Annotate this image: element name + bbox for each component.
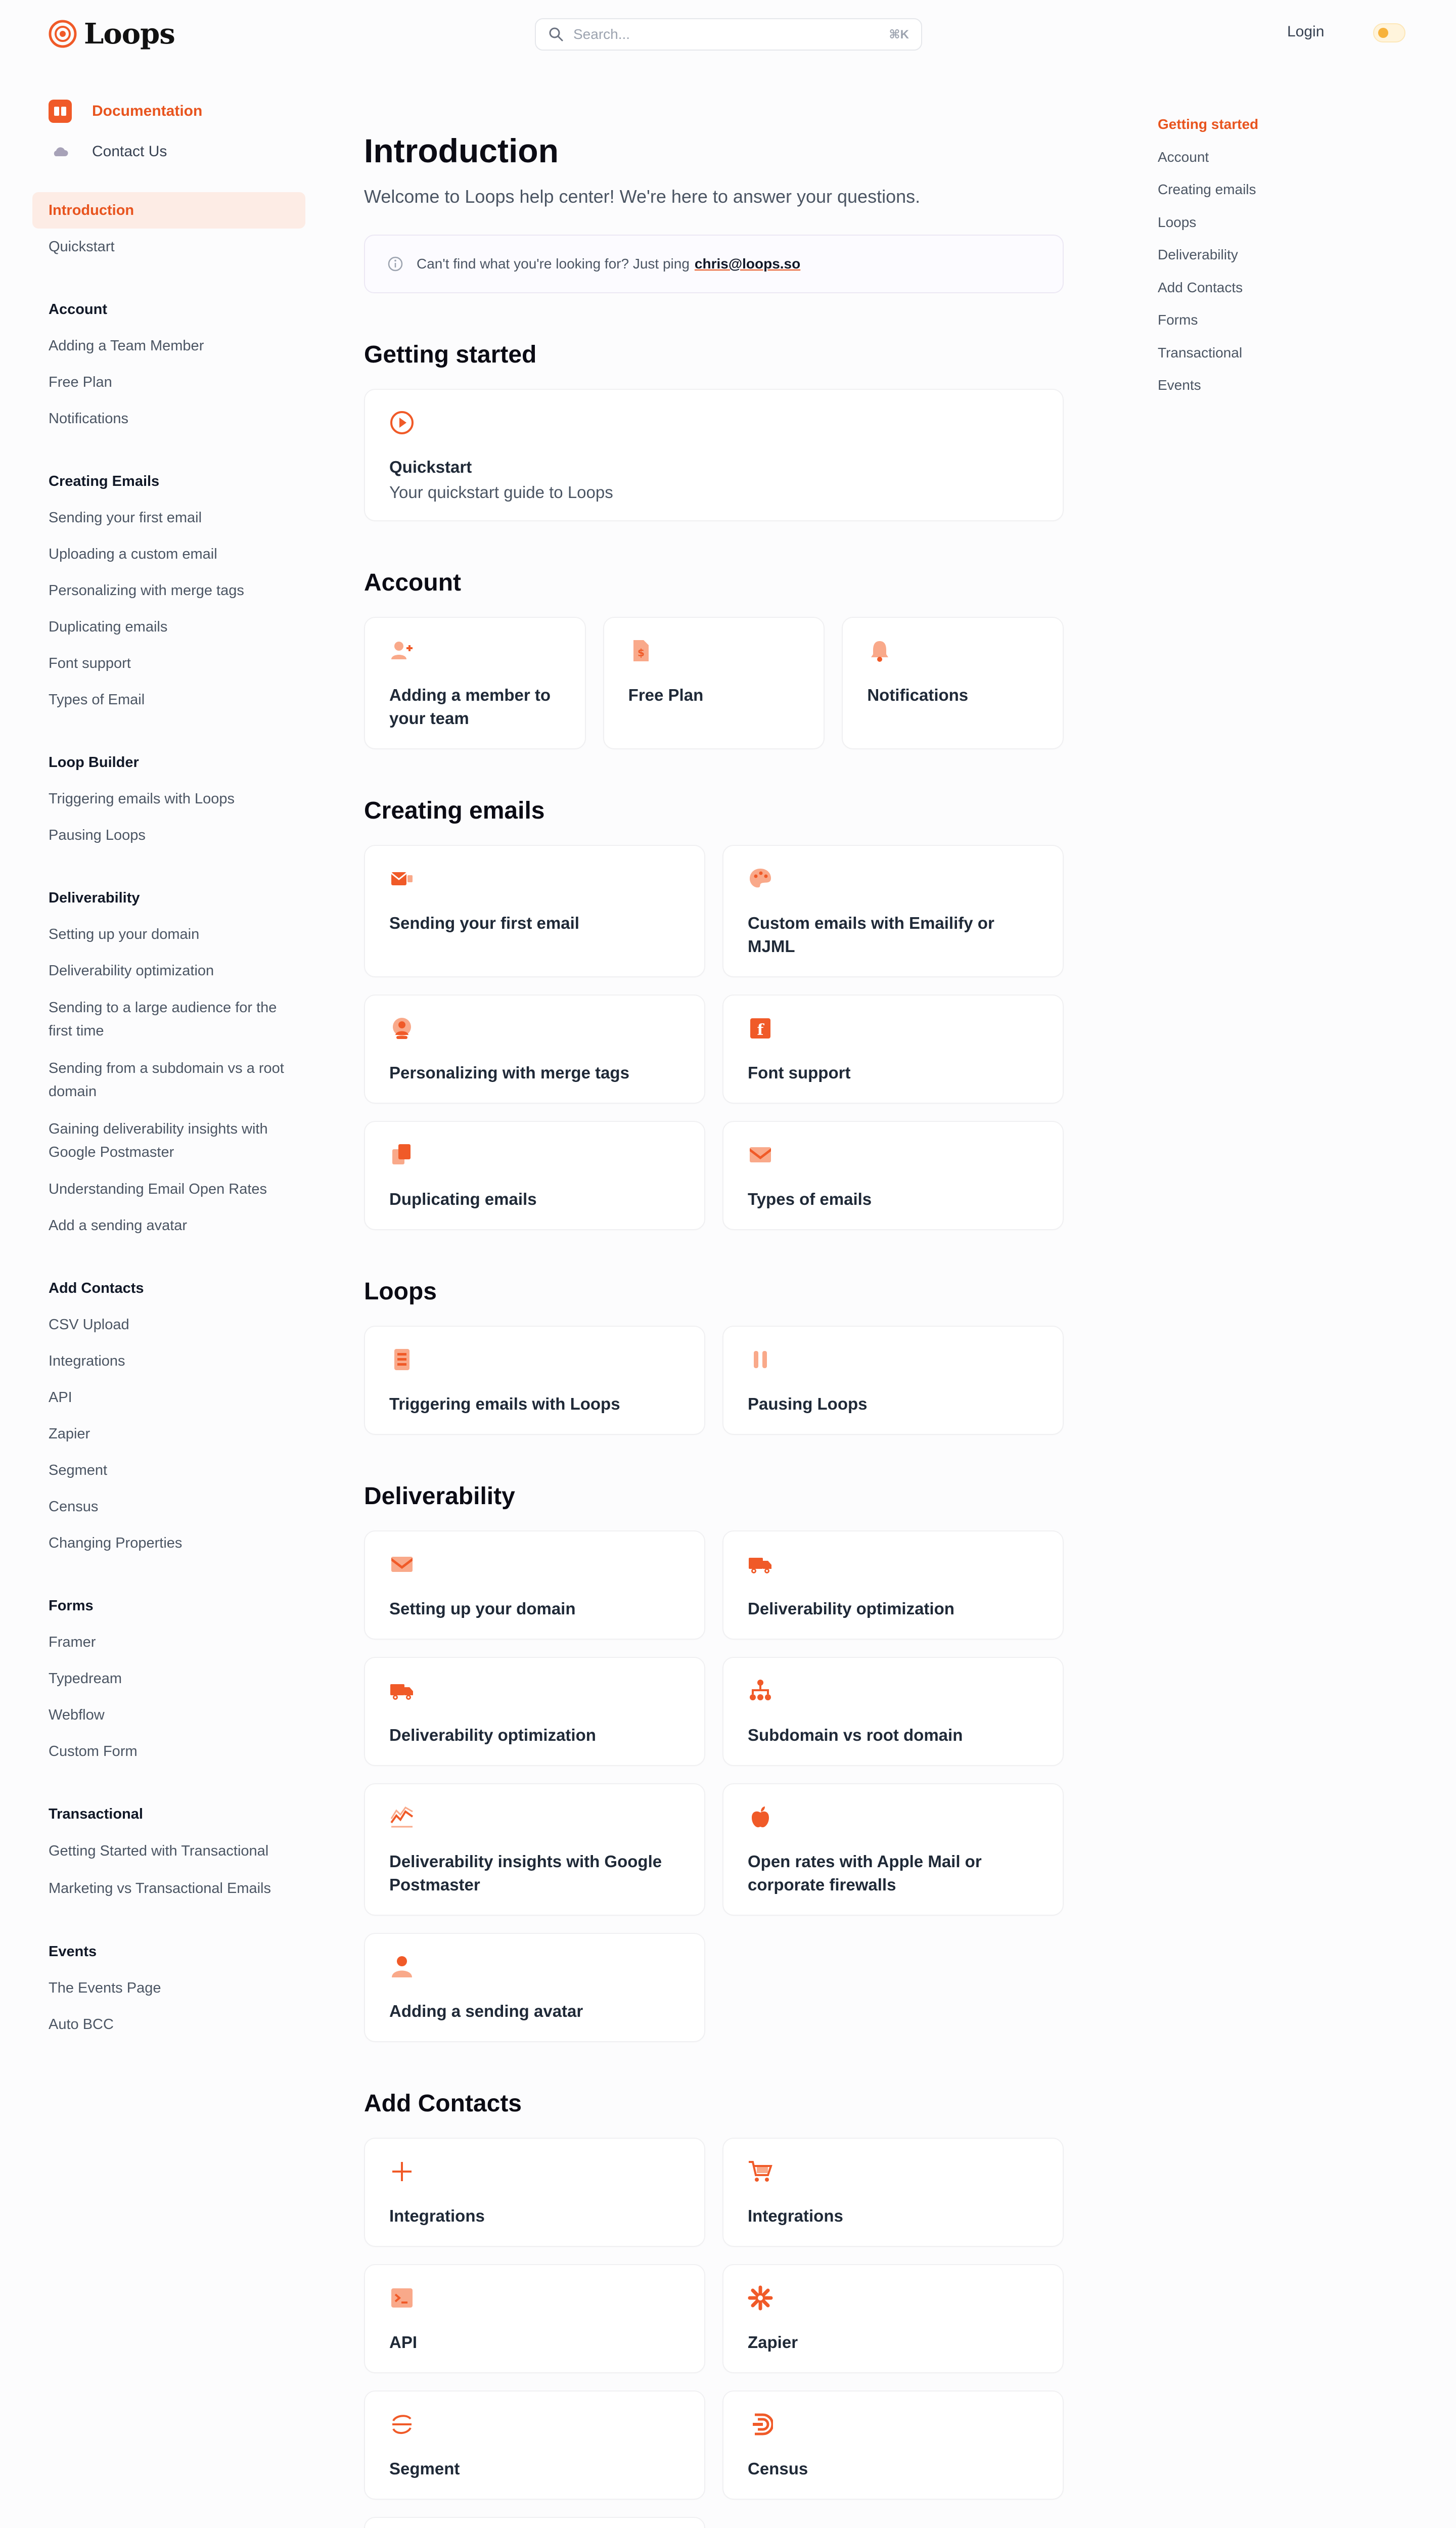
apple-icon xyxy=(748,1804,773,1830)
toc-item-account[interactable]: Account xyxy=(1158,149,1209,165)
sidebar-item-framer[interactable]: Framer xyxy=(49,1634,96,1650)
card-title: Integrations xyxy=(389,2206,485,2225)
card-adding-editing-and-deleting-contact-properties[interactable] xyxy=(364,2517,705,2528)
sidebar-item-api[interactable]: API xyxy=(49,1389,72,1406)
card-deliverability-insights-with-google-postmaster[interactable] xyxy=(364,1783,705,1916)
section-loops xyxy=(364,1278,1064,1435)
sidebar-group-account xyxy=(32,291,305,437)
card-grid xyxy=(364,617,1064,749)
user-badge-icon xyxy=(389,1016,415,1041)
main-content xyxy=(364,129,1064,2528)
card-title: Notifications xyxy=(867,686,969,704)
sidebar-group-heading: Transactional xyxy=(49,1805,143,1822)
card-integrations[interactable] xyxy=(364,2138,705,2247)
callout-text: Can't find what you're looking for? Just ping xyxy=(417,256,690,272)
card-description: Your quickstart guide to Loops xyxy=(389,483,613,502)
card-title: Personalizing with merge tags xyxy=(389,1063,629,1082)
sidebar-link-label: Contact Us xyxy=(92,143,167,160)
card-quickstart[interactable] xyxy=(364,389,1064,521)
sitemap-icon xyxy=(748,1678,773,1703)
toc-item-getting-started[interactable]: Getting started xyxy=(1158,116,1259,132)
contact-email-link[interactable]: chris@loops.so xyxy=(694,256,801,272)
sidebar-item-the-events-page[interactable]: The Events Page xyxy=(49,1979,161,1996)
card-duplicating-emails[interactable] xyxy=(364,1121,705,1230)
card-sending-your-first-email[interactable] xyxy=(364,845,705,977)
svg-text:f: f xyxy=(757,1021,764,1039)
sidebar-item-setting-up-your-domain[interactable]: Setting up your domain xyxy=(49,926,200,942)
card-notifications[interactable] xyxy=(842,617,1064,749)
info-icon xyxy=(387,256,403,272)
sidebar-item-getting-started-with-transactional[interactable]: Getting Started with Transactional xyxy=(49,1843,269,1859)
card-title: Pausing Loops xyxy=(748,1394,868,1413)
sidebar-group-forms xyxy=(32,1588,305,1770)
section-heading: Account xyxy=(364,569,461,596)
card-title: Segment xyxy=(389,2459,460,2478)
sidebar-group-heading: Events xyxy=(49,1943,97,1960)
sidebar xyxy=(32,91,305,2043)
section-heading: Add Contacts xyxy=(364,2090,522,2117)
card-title: Deliverability insights with Google Postmaster xyxy=(389,1852,662,1894)
card-segment[interactable] xyxy=(364,2390,705,2500)
sidebar-item-auto-bcc[interactable]: Auto BCC xyxy=(49,2016,114,2033)
top-navbar xyxy=(0,0,1456,67)
plus-icon xyxy=(389,2159,415,2184)
card-title: Open rates with Apple Mail or corporate firewalls xyxy=(748,1852,982,1894)
card-title: API xyxy=(389,2333,418,2352)
sidebar-item-sending-to-a-large-audience-for-the-first-time[interactable]: Sending to a large audience for the first time xyxy=(49,1000,277,1039)
section-heading: Creating emails xyxy=(364,797,545,824)
copy-icon xyxy=(389,1142,415,1167)
search-placeholder: Search... xyxy=(573,26,630,42)
sidebar-item-gaining-deliverability-insights-with-google-postmaster[interactable]: Gaining deliverability insights with Google Postmaster xyxy=(49,1121,268,1160)
section-add-contacts xyxy=(364,2090,1064,2528)
truck-icon xyxy=(389,1678,415,1703)
sidebar-item-sending-from-a-subdomain-vs-a-root-domain[interactable]: Sending from a subdomain vs a root domain xyxy=(49,1060,284,1100)
sidebar-group-heading: Loop Builder xyxy=(49,754,139,771)
toc-item-creating-emails[interactable]: Creating emails xyxy=(1158,182,1256,198)
card-grid xyxy=(364,2138,1064,2528)
card-title: Triggering emails with Loops xyxy=(389,1394,620,1413)
sidebar-item-webflow[interactable]: Webflow xyxy=(49,1706,105,1723)
card-title: Zapier xyxy=(748,2333,798,2352)
help-callout xyxy=(364,235,1064,293)
sidebar-group-transactional xyxy=(32,1796,305,1907)
page-subtitle: Welcome to Loops help center! We're here to answer your questions. xyxy=(364,186,921,207)
card-api[interactable] xyxy=(364,2264,705,2373)
sidebar-item-marketing-vs-transactional-emails[interactable]: Marketing vs Transactional Emails xyxy=(49,1880,271,1897)
sidebar-item-csv-upload[interactable]: CSV Upload xyxy=(49,1316,129,1333)
sidebar-item-uploading-a-custom-email[interactable]: Uploading a custom email xyxy=(49,546,217,562)
sidebar-group-add-contacts xyxy=(32,1270,305,1561)
section-heading: Deliverability xyxy=(364,1483,515,1510)
search-shortcut: ⌘K xyxy=(889,27,909,41)
card-grid xyxy=(364,389,1064,521)
card-title: Custom emails with Emailify or MJML xyxy=(748,914,994,956)
section-account xyxy=(364,569,1064,749)
card-title: Subdomain vs root domain xyxy=(748,1726,963,1744)
sidebar-item-sending-your-first-email[interactable]: Sending your first email xyxy=(49,509,202,526)
card-grid xyxy=(364,1326,1064,1435)
sidebar-item-deliverability-optimization[interactable]: Deliverability optimization xyxy=(49,962,214,979)
sidebar-item-typedream[interactable]: Typedream xyxy=(49,1670,122,1687)
card-title: Font support xyxy=(748,1063,851,1082)
card-title: Duplicating emails xyxy=(389,1190,537,1208)
section-heading: Loops xyxy=(364,1278,437,1305)
sidebar-item-notifications[interactable]: Notifications xyxy=(49,410,128,427)
card-title: Integrations xyxy=(748,2206,843,2225)
palette-icon xyxy=(748,866,773,891)
font-icon xyxy=(748,1016,773,1041)
card-font-support[interactable] xyxy=(722,995,1064,1104)
segment-icon xyxy=(389,2412,415,2437)
sidebar-link-label: Documentation xyxy=(92,103,203,119)
svg-text:$: $ xyxy=(637,647,645,659)
card-custom-emails-with-emailify-or-mjml[interactable] xyxy=(722,845,1064,977)
card-title: Free Plan xyxy=(628,686,704,704)
card-adding-a-sending-avatar[interactable] xyxy=(364,1933,705,2042)
card-adding-a-member-to-your-team[interactable] xyxy=(364,617,586,749)
card-types-of-emails[interactable] xyxy=(722,1121,1064,1230)
chart-line-icon xyxy=(389,1804,415,1830)
sidebar-group-heading: Account xyxy=(49,301,107,318)
sidebar-group-heading: Forms xyxy=(49,1597,94,1614)
toc-item-loops[interactable]: Loops xyxy=(1158,214,1197,230)
sidebar-item-segment[interactable]: Segment xyxy=(49,1462,108,1478)
sidebar-group-deliverability xyxy=(32,880,305,1244)
sidebar-item-triggering-emails-with-loops[interactable]: Triggering emails with Loops xyxy=(49,790,235,807)
card-integrations[interactable] xyxy=(722,2138,1064,2247)
list-icon xyxy=(389,1347,415,1372)
card-free-plan[interactable] xyxy=(603,617,825,749)
sidebar-link-contact-us[interactable] xyxy=(32,131,305,172)
logo-text: Loops xyxy=(84,17,175,51)
sidebar-item-introduction[interactable]: Introduction xyxy=(32,192,305,229)
sidebar-item-census[interactable]: Census xyxy=(49,1498,99,1515)
truck-icon xyxy=(748,1552,773,1577)
sidebar-item-types-of-email[interactable]: Types of Email xyxy=(49,691,145,708)
sidebar-item-integrations[interactable]: Integrations xyxy=(49,1352,125,1369)
cart-icon xyxy=(748,2159,773,2184)
card-title: Setting up your domain xyxy=(389,1599,576,1618)
toc-item-events[interactable]: Events xyxy=(1158,377,1201,393)
table-of-contents xyxy=(1158,108,1258,402)
card-subdomain-vs-root-domain[interactable] xyxy=(722,1657,1064,1766)
envelope-icon xyxy=(748,1142,773,1167)
theme-toggle[interactable] xyxy=(1373,23,1405,42)
card-title: Adding a sending avatar xyxy=(389,2002,583,2020)
sidebar-item-understanding-email-open-rates[interactable]: Understanding Email Open Rates xyxy=(49,1181,267,1197)
loops-logo[interactable] xyxy=(49,17,175,51)
sidebar-group-creating-emails xyxy=(32,463,305,718)
cloud-icon xyxy=(49,140,72,163)
sidebar-item-duplicating-emails[interactable]: Duplicating emails xyxy=(49,618,168,635)
search-input[interactable] xyxy=(535,18,922,51)
card-title: Quickstart xyxy=(389,458,472,476)
toc-item-add-contacts[interactable]: Add Contacts xyxy=(1158,279,1243,295)
card-title: Types of emails xyxy=(748,1190,872,1208)
section-creating-emails xyxy=(364,797,1064,1230)
sidebar-group-heading: Add Contacts xyxy=(49,1280,144,1296)
login-link[interactable]: Login xyxy=(1287,23,1325,40)
sidebar-group-heading: Creating Emails xyxy=(49,473,160,489)
asterisk-icon xyxy=(748,2285,773,2311)
sidebar-item-add-a-sending-avatar[interactable]: Add a sending avatar xyxy=(49,1217,188,1234)
card-deliverability-optimization[interactable] xyxy=(364,1657,705,1766)
card-title: Sending your first email xyxy=(389,914,579,932)
section-getting-started xyxy=(364,341,1064,521)
search-icon xyxy=(548,26,564,42)
sidebar-item-personalizing-with-merge-tags[interactable]: Personalizing with merge tags xyxy=(49,582,244,599)
pause-icon xyxy=(748,1347,773,1372)
envelope-icon xyxy=(389,1552,415,1577)
section-heading: Getting started xyxy=(364,341,537,368)
toc-item-forms[interactable]: Forms xyxy=(1158,312,1198,328)
card-sections xyxy=(364,341,1064,2528)
bell-icon xyxy=(867,638,892,663)
sidebar-item-pausing-loops[interactable]: Pausing Loops xyxy=(49,827,146,843)
sidebar-item-custom-form[interactable]: Custom Form xyxy=(49,1743,138,1759)
user-plus-icon xyxy=(389,638,415,663)
card-triggering-emails-with-loops[interactable] xyxy=(364,1326,705,1435)
file-dollar-icon xyxy=(628,638,654,663)
card-census[interactable] xyxy=(722,2390,1064,2500)
sidebar-item-quickstart[interactable]: Quickstart xyxy=(49,238,115,255)
card-open-rates-with-apple-mail-or-corporate-firewalls[interactable] xyxy=(722,1783,1064,1916)
card-title: Census xyxy=(748,2459,808,2478)
card-title: Adding a member to your team xyxy=(389,686,551,728)
card-grid xyxy=(364,845,1064,1230)
sidebar-item-font-support[interactable]: Font support xyxy=(49,655,131,671)
book-icon xyxy=(49,100,72,123)
sidebar-link-documentation[interactable] xyxy=(32,91,305,131)
user-icon xyxy=(389,1954,415,1979)
card-deliverability-optimization[interactable] xyxy=(722,1530,1064,1640)
sidebar-item-free-plan[interactable]: Free Plan xyxy=(49,374,112,390)
sidebar-item-adding-a-team-member[interactable]: Adding a Team Member xyxy=(49,337,204,354)
terminal-icon xyxy=(389,2285,415,2311)
card-pausing-loops[interactable] xyxy=(722,1326,1064,1435)
card-grid xyxy=(364,1530,1064,2042)
section-deliverability xyxy=(364,1482,1064,2042)
page-title: Introduction xyxy=(364,132,559,169)
sidebar-groups xyxy=(32,291,305,2043)
sidebar-group-heading: Deliverability xyxy=(49,889,140,906)
card-setting-up-your-domain[interactable] xyxy=(364,1530,705,1640)
card-zapier[interactable] xyxy=(722,2264,1064,2373)
toc-item-transactional[interactable]: Transactional xyxy=(1158,344,1243,360)
card-title: Deliverability optimization xyxy=(748,1599,954,1618)
mail-send-icon xyxy=(389,866,415,891)
play-circle-icon xyxy=(389,410,415,435)
sidebar-item-changing-properties[interactable]: Changing Properties xyxy=(49,1534,183,1551)
census-icon xyxy=(748,2412,773,2437)
sidebar-group-events xyxy=(32,1933,305,2043)
sidebar-group-loop-builder xyxy=(32,744,305,853)
loops-logo-icon xyxy=(49,20,77,48)
sidebar-item-zapier[interactable]: Zapier xyxy=(49,1425,90,1442)
toc-item-deliverability[interactable]: Deliverability xyxy=(1158,247,1238,263)
card-personalizing-with-merge-tags[interactable] xyxy=(364,995,705,1104)
card-title: Deliverability optimization xyxy=(389,1726,596,1744)
